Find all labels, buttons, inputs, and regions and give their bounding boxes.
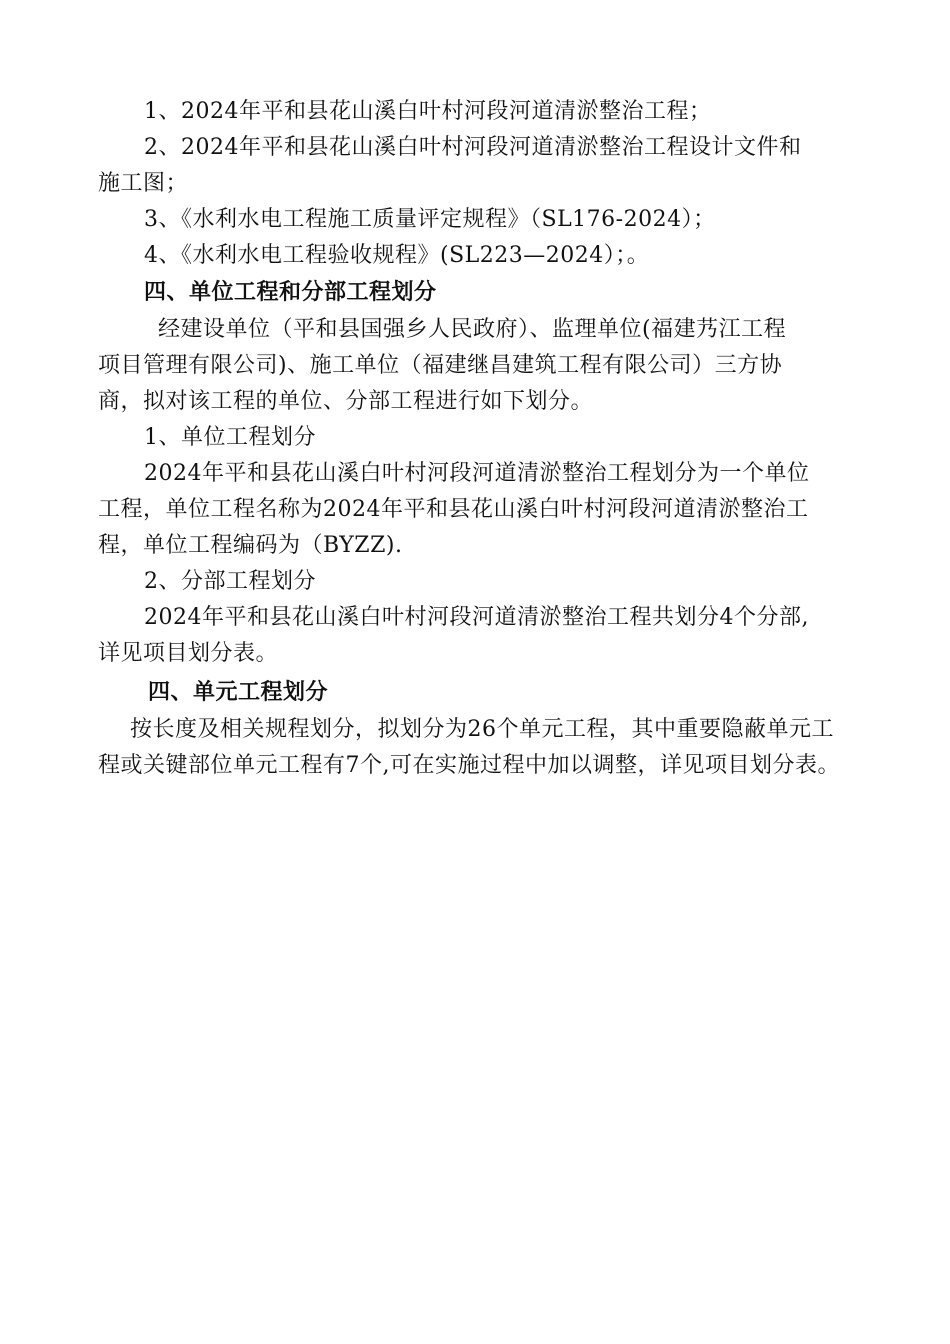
intro-paragraph <box>98 312 854 420</box>
section-heading-unit-division: 四、单位工程和分部工程划分 <box>144 280 437 305</box>
basis-item-2: 2、2024年平和县花山溪白叶村河段河道清淤整治工程设计文件和 <box>144 135 802 160</box>
subsection-title-part: 2、分部工程划分 <box>144 569 316 594</box>
intro-line-2: 项目管理有限公司)、施工单位（福建继昌建筑工程有限公司）三方协 <box>98 353 783 378</box>
part-division-line-2: 详见项目划分表。 <box>98 641 279 666</box>
element-division-line-2: 程或关键部位单元工程有7个,可在实施过程中加以调整，详见项目划分表。 <box>98 753 840 778</box>
basis-item-4: 4、《水利水电工程验收规程》(SL223—2024）；。 <box>144 243 650 268</box>
basis-item-2-continuation: 施工图； <box>98 171 189 196</box>
section-heading-element-division: 四、单元工程划分 <box>148 680 329 705</box>
unit-division-line-3: 程，单位工程编码为（BYZZ). <box>98 533 403 558</box>
basis-list <box>98 94 854 274</box>
unit-division-line-1: 2024年平和县花山溪白叶村河段河道清淤整治工程划分为一个单位 <box>144 461 810 486</box>
element-division-paragraph <box>98 712 854 784</box>
basis-item-3: 3、《水利水电工程施工质量评定规程》（SL176-2024）； <box>144 207 716 232</box>
document-page <box>98 94 854 784</box>
element-division-line-1: 按长度及相关规程划分，拟划分为26个单元工程，其中重要隐蔽单元工 <box>130 717 834 742</box>
intro-line-1: 经建设单位（平和县国强乡人民政府）、监理单位(福建艿江工程 <box>158 317 787 342</box>
basis-item-1: 1、2024年平和县花山溪白叶村河段河道清淤整治工程； <box>144 99 712 124</box>
part-division-line-1: 2024年平和县花山溪白叶村河段河道清淤整治工程共划分4个分部, <box>144 605 809 630</box>
subsection-title-unit: 1、单位工程划分 <box>144 425 316 450</box>
intro-line-3: 商，拟对该工程的单位、分部工程进行如下划分。 <box>98 389 594 414</box>
unit-division-line-2: 工程，单位工程名称为2024年平和县花山溪白叶村河段河道清淤整治工 <box>98 497 809 522</box>
unit-division-paragraph <box>98 456 854 564</box>
part-division-paragraph <box>98 600 854 672</box>
